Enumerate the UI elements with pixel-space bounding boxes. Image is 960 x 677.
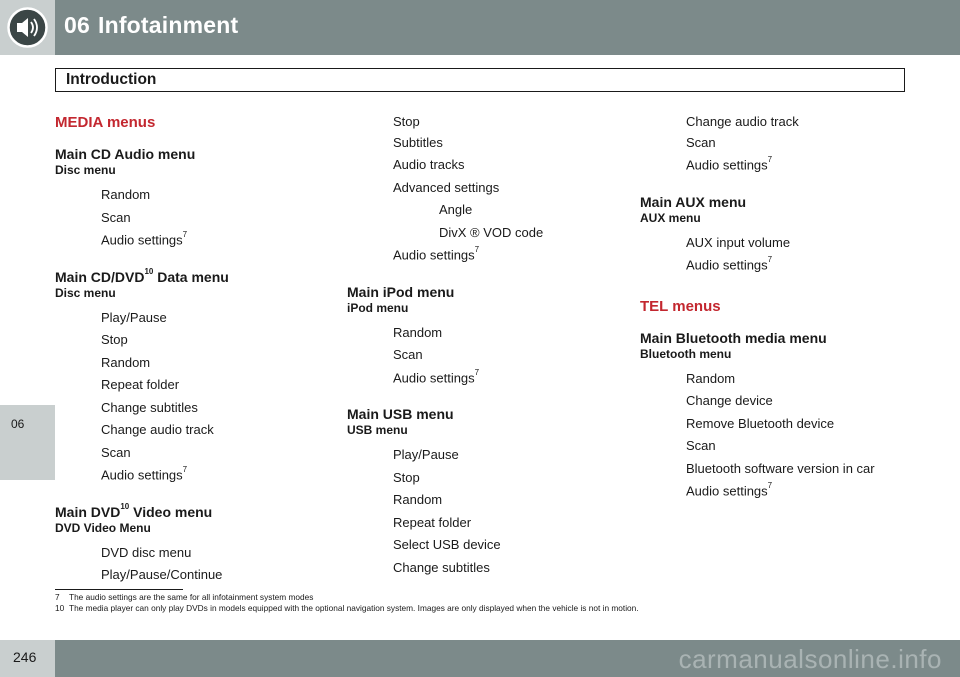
list-item: DivX ® VOD code: [439, 224, 544, 240]
list-item: Change audio track: [101, 422, 214, 437]
footnote-text: The audio settings are the same for all infotainment system modes: [69, 592, 314, 602]
list-item: Random: [686, 370, 736, 386]
list-item: [640, 253, 930, 276]
bluetooth-menu-subtitle: Bluetooth menu: [640, 346, 732, 361]
list-item: [640, 153, 930, 176]
tel-menus-heading: TEL menus: [640, 297, 721, 315]
list-item: Random: [101, 354, 151, 370]
chapter-header: [0, 0, 960, 55]
item-label: Audio settings: [686, 157, 768, 173]
item-label: Audio settings: [393, 369, 475, 385]
cd-audio-menu-title: Main CD Audio menu: [55, 146, 196, 162]
list-item: [55, 463, 335, 486]
list-item: DVD disc menu: [101, 544, 192, 560]
list-item: Play/Pause: [101, 309, 167, 325]
bluetooth-menu-title: Main Bluetooth media menu: [640, 329, 827, 346]
item-label: Audio settings: [101, 232, 183, 248]
cddvd-disc-menu-subtitle: Disc menu: [55, 285, 116, 300]
list-item: Play/Pause: [393, 447, 459, 462]
footnote-ref: 7: [767, 155, 773, 164]
list-item: Stop: [393, 469, 420, 485]
list-item: [347, 366, 627, 389]
footnote-text: The media player can only play DVDs in models equipped with the optional navigation system. Images are only displayed when the vehicle is not in motion.: [69, 603, 639, 613]
chapter-name: Infotainment: [97, 12, 239, 38]
list-item: Scan: [686, 438, 716, 453]
list-item: Bluetooth software version in car: [686, 460, 875, 476]
list-item: Advanced settings: [393, 179, 500, 195]
list-item: Scan: [101, 209, 131, 225]
list-item: Stop: [393, 114, 420, 129]
ipod-menu-subtitle: iPod menu: [347, 300, 409, 315]
item-label: Audio settings: [686, 483, 768, 499]
section-title-bar: [55, 68, 905, 92]
ipod-menu-title: Main iPod menu: [347, 283, 455, 300]
column-2: [347, 108, 627, 578]
item-label: Audio settings: [101, 467, 183, 483]
footnote-ref: 7: [767, 255, 773, 264]
footnote-ref: 7: [182, 465, 188, 474]
side-tab-label: 06: [11, 417, 25, 431]
aux-menu-subtitle: AUX menu: [640, 210, 701, 225]
chapter-icon-box: [0, 0, 55, 55]
media-menus-heading: MEDIA menus: [55, 114, 156, 131]
list-item: Scan: [686, 134, 716, 150]
footnote-ref: 7: [182, 230, 188, 239]
list-item: Repeat folder: [101, 377, 180, 392]
list-item: Change subtitles: [101, 399, 198, 415]
page-number-box: [0, 640, 55, 677]
watermark: carmanualsonline.info: [678, 644, 942, 674]
footnote-number: 10: [55, 603, 65, 613]
chapter-number: 06: [64, 12, 90, 38]
list-item: [347, 243, 627, 266]
list-item: Change audio track: [686, 114, 799, 129]
list-item: Angle: [439, 202, 473, 217]
list-item: Random: [101, 187, 151, 202]
list-item: AUX input volume: [686, 234, 791, 250]
list-item: Change subtitles: [393, 559, 490, 575]
list-item: Repeat folder: [393, 514, 472, 530]
usb-menu-subtitle: USB menu: [347, 423, 408, 437]
column-3: [640, 108, 930, 502]
list-item: [55, 228, 335, 251]
side-chapter-tab: [0, 405, 55, 480]
list-item: Random: [393, 492, 443, 507]
list-item: Audio tracks: [393, 157, 465, 172]
cd-disc-menu-subtitle: Disc menu: [55, 163, 116, 177]
footnote-10: [55, 603, 639, 613]
footnote-7: [55, 592, 313, 602]
side-strip: [0, 55, 55, 640]
list-item: Select USB device: [393, 537, 501, 552]
chapter-title: [64, 12, 238, 39]
list-item: Play/Pause/Continue: [101, 567, 223, 582]
footnote-ref: 7: [767, 481, 773, 490]
list-item: Scan: [101, 444, 131, 460]
list-item: Change device: [686, 393, 773, 408]
dvd-video-menu-title: Main DVD$^{10}$ Video menu: [55, 501, 213, 520]
speaker-icon: [5, 5, 50, 50]
item-label: Audio settings: [686, 257, 768, 273]
item-label: Audio settings: [393, 247, 475, 263]
list-item: Scan: [393, 347, 423, 362]
list-item: Stop: [101, 332, 128, 347]
list-item: Random: [393, 324, 443, 340]
column-1: [55, 108, 335, 586]
usb-menu-title: Main USB menu: [347, 406, 454, 422]
page-footer: [0, 640, 960, 677]
list-item: [640, 479, 930, 502]
aux-menu-title: Main AUX menu: [640, 193, 747, 210]
footnote-ref: 7: [474, 367, 480, 377]
cddvd-data-menu-title: Main CD/DVD$^{10}$ Data menu: [55, 266, 229, 285]
footnote-divider: [55, 589, 183, 590]
page-number: 246: [13, 649, 37, 665]
list-item: Remove Bluetooth device: [686, 415, 835, 431]
dvd-video-menu-subtitle: DVD Video Menu: [55, 520, 151, 535]
footnote-number: 7: [55, 592, 60, 602]
section-title: Introduction: [66, 71, 157, 88]
footnote-ref: 7: [474, 245, 480, 254]
list-item: Subtitles: [393, 134, 443, 150]
